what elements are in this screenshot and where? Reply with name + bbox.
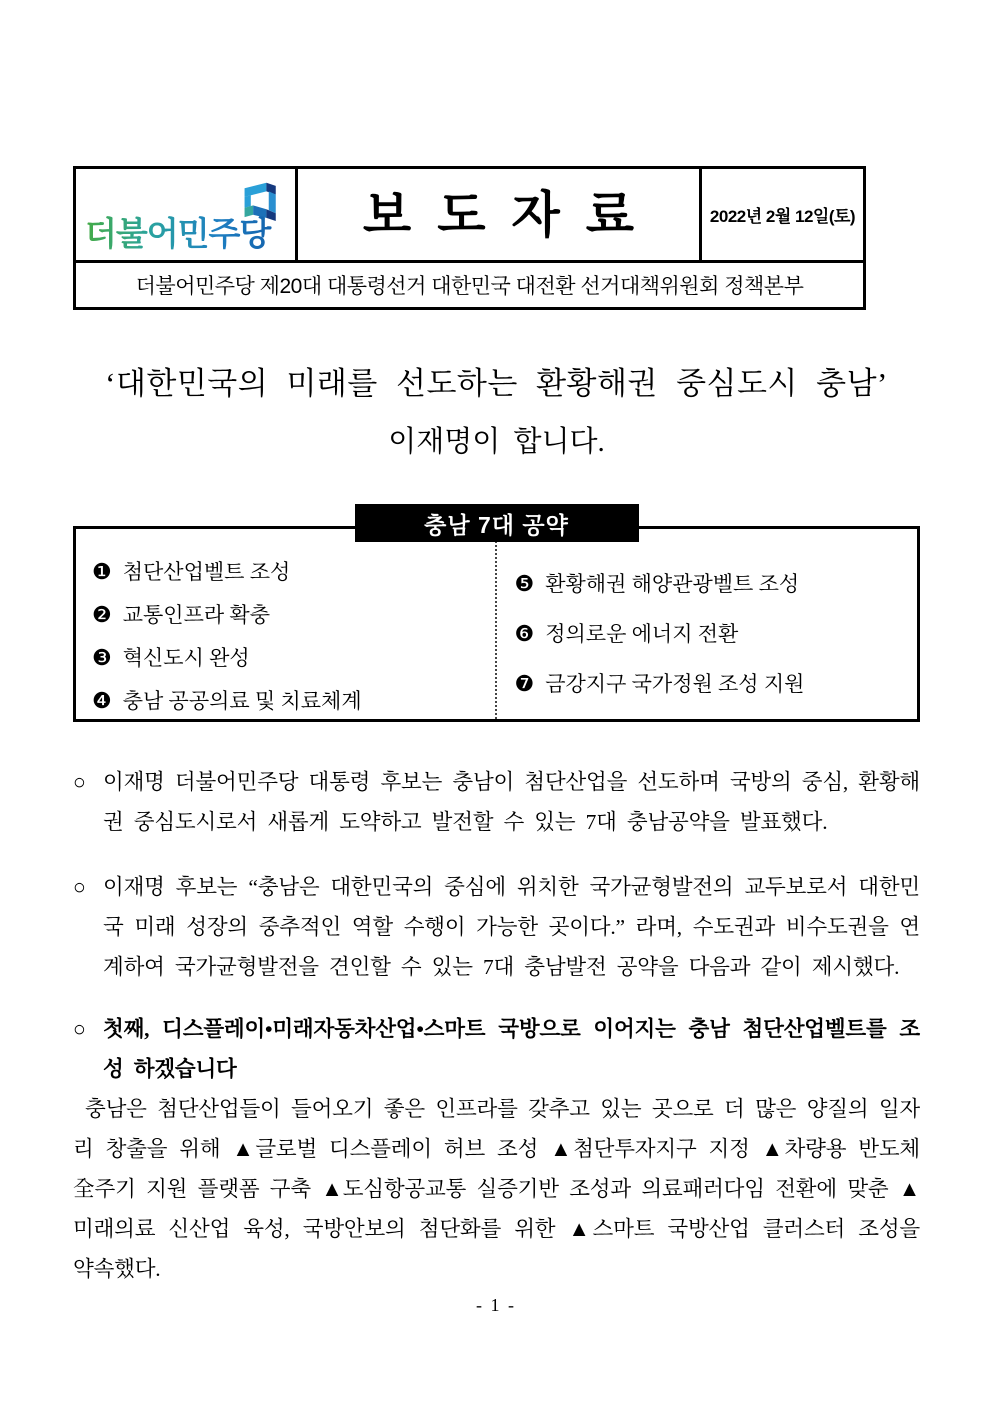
paragraph-quote: ○ 이재명 후보는 “충남은 대한민국의 중심에 위치한 국가균형발전의 교두보로서 대한민국 미래 성장의 중추적인 역할 수행이 가능한 곳이다.” 라며, 수도권과 비수도권을 연계하여 국가균형발전을 견인할 수 있는 7대 충남발전 공약을 다음과 같이 제시했다. — [73, 867, 920, 987]
pledge-item-4: ❹ 충남 공공의료 및 치료체계 — [92, 688, 362, 713]
pledge-num-6-icon: ❻ — [514, 621, 535, 646]
main-title — [73, 358, 920, 460]
party-logo-cell — [76, 169, 298, 260]
title-line-1: ‘대한민국의 미래를 선도하는 환황해권 중심도시 충남’ — [105, 366, 888, 401]
pledge-item-1: ❶ 첨단산업벨트 조성 — [92, 559, 291, 584]
date-cell — [699, 169, 863, 260]
pledge-num-5-icon: ❺ — [514, 571, 535, 596]
pledge-num-3-icon: ❸ — [92, 645, 112, 670]
party-logo — [85, 181, 287, 253]
paragraph-first-pledge-heading: ○ 첫째, 디스플레이•미래자동차산업•스마트 국방으로 이어지는 충남 첨단산업벨트를 조성 하겠습니다 — [73, 1009, 920, 1089]
pledge-section — [73, 511, 920, 722]
pledge-table — [73, 526, 920, 722]
doc-type-cell — [298, 169, 699, 260]
pledge-item-5: ❺ 환황해권 해양관광벨트 조성 — [514, 571, 800, 596]
pledge-item-3: ❸ 혁신도시 완성 — [92, 645, 250, 670]
paragraph-first-pledge-detail: 충남은 첨단산업들이 들어오기 좋은 인프라를 갖추고 있는 곳으로 더 많은 양질의 일자리 창출을 위해 ▲글로벌 디스플레이 허브 조성 ▲첨단투자지구 지정 ▲차량용 반도체 全주기 지원 플랫폼 구축 ▲도심항공교통 실증기반 조성과 의료패러다임 전환에 맞춘 ▲미래의료 신산업 육성, 국방안보의 첨단화를 위한 ▲스마트 국방산업 클러스터 조성을 약속했다. — [73, 1097, 920, 1281]
pledge-item-7: ❼ 금강지구 국가정원 조성 지원 — [514, 671, 805, 696]
pledge-column-right — [495, 529, 918, 719]
pledge-num-1-icon: ❶ — [92, 559, 112, 584]
title-line-2: 이재명이 합니다. — [388, 426, 605, 458]
pledge-heading: 충남 7대 공약 — [355, 504, 639, 542]
header-row-subtitle — [76, 260, 863, 307]
pledge-num-7-icon: ❼ — [514, 671, 535, 696]
circle-bullet-icon: ○ — [73, 770, 86, 794]
circle-bullet-icon: ○ — [73, 875, 86, 899]
issuing-org: 더불어민주당 제20대 대통령선거 대한민국 대전환 선거대책위원회 정책본부 — [135, 275, 804, 298]
paragraph-announcement: ○ 이재명 더불어민주당 대통령 후보는 충남이 첨단산업을 선도하며 국방의 중심, 환황해권 중심도시로서 새롭게 도약하고 발전할 수 있는 7대 충남공약을 발표했다. — [73, 762, 920, 842]
pledge-num-2-icon: ❷ — [92, 602, 112, 627]
header-row-main — [76, 169, 863, 260]
body-text — [73, 762, 920, 1289]
pledge-item-6: ❻ 정의로운 에너지 전환 — [514, 621, 739, 646]
release-date: 2022년 2월 12일(토) — [709, 207, 856, 226]
circle-bullet-icon: ○ — [73, 1017, 86, 1041]
pledge-num-4-icon: ❹ — [92, 688, 112, 713]
header-table — [73, 166, 866, 310]
pledge-column-left — [76, 529, 495, 719]
doc-type-title: 보도자료 — [362, 186, 661, 243]
page-number: - 1 - — [476, 1295, 516, 1315]
pledge-item-2: ❷ 교통인프라 확충 — [92, 602, 270, 627]
party-name: 더불어민주당 — [84, 214, 270, 252]
